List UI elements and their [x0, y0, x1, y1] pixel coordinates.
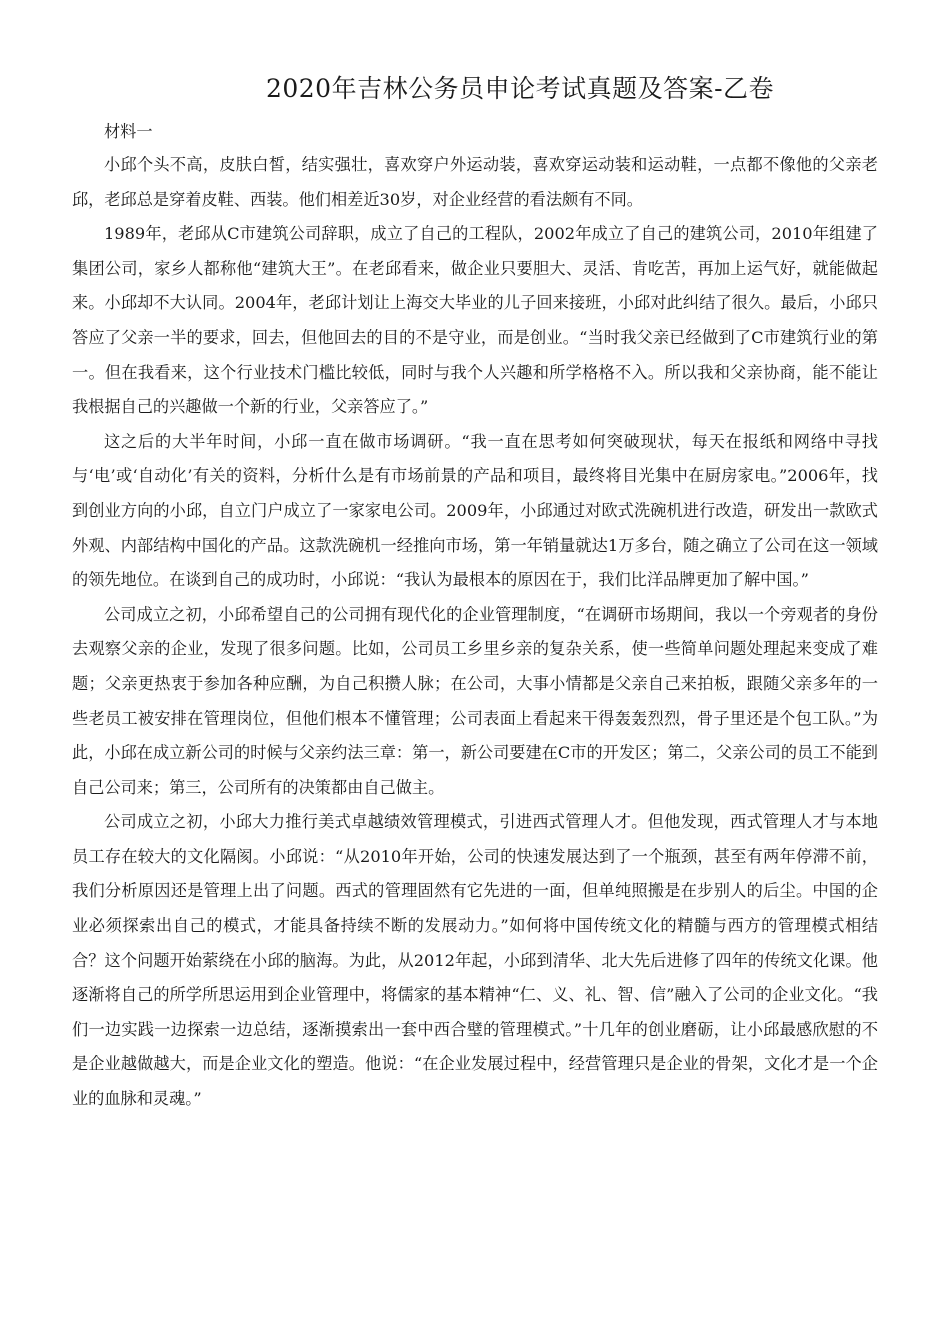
paragraph-5: 公司成立之初，小邱大力推行美式卓越绩效管理模式，引进西式管理人才。但他发现，西式管理人才与本地员工存在较大的文化隔阂。小邱说：“从2010年开始，公司的快速发展达到了一个瓶颈，甚至有两年停滞不前，我们分析原因还是管理上出了问题。西式的管理固然有它先进的一面，但单纯照搬是在步别人的后尘。中国的企业必须探索出自己的模式，才能具备持续不断的发展动力。”如何将中国传统文化的精髓与西方的管理模式相结合？这个问题开始萦绕在小邱的脑海。为此，从2012年起，小邱到清华、北大先后进修了四年的传统文化课。他逐渐将自己的所学所思运用到企业管理中，将儒家的基本精神“仁、义、礼、智、信”融入了公司的企业文化。“我们一边实践一边探索一边总结，逐渐摸索出一套中西合璧的管理模式。”十几年的创业磨砺，让小邱最感欣慰的不是企业越做越大，而是企业文化的塑造。他说：“在企业发展过程中，经营管理只是企业的骨架，文化才是一个企业的血脉和灵魂。” — [72, 812, 878, 1109]
document-page — [72, 72, 878, 1117]
paragraph-3: 这之后的大半年时间，小邱一直在做市场调研。“我一直在思考如何突破现状，每天在报纸和网络中寻找与‘电’或‘自动化’有关的资料，分析什么是有市场前景的产品和项目，最终将目光集中在厨房家电。”2006年，找到创业方向的小邱，自立门户成立了一家家电公司。2009年，小邱通过对欧式洗碗机进行改造，研发出一款欧式外观、内部结构中国化的产品。这款洗碗机一经推向市场，第一年销量就达1万多台，随之确立了公司在这一领域的领先地位。在谈到自己的成功时，小邱说：“我认为最根本的原因在于，我们比洋品牌更加了解中国。” — [72, 431, 878, 590]
document-title: 2020年吉林公务员申论考试真题及答案-乙卷 — [265, 74, 775, 103]
paragraph-1: 小邱个头不高，皮肤白皙，结实强壮，喜欢穿户外运动装，喜欢穿运动装和运动鞋，一点都不像他的父亲老邱，老邱总是穿着皮鞋、西装。他们相差近30岁，对企业经营的看法颇有不同。 — [72, 155, 878, 209]
paragraph-4: 公司成立之初，小邱希望自己的公司拥有现代化的企业管理制度，“在调研市场期间，我以一个旁观者的身份去观察父亲的企业，发现了很多问题。比如，公司员工乡里乡亲的复杂关系，使一些简单问题处理起来变成了难题；父亲更热衷于参加各种应酬，为自己积攒人脉；在公司，大事小情都是父亲自己来拍板，跟随父亲多年的一些老员工被安排在管理岗位，但他们根本不懂管理；公司表面上看起来干得轰轰烈烈，骨子里还是个包工队。”为此，小邱在成立新公司的时候与父亲约法三章：第一，新公司要建在C市的开发区；第二，父亲公司的员工不能到自己公司来；第三，公司所有的决策都由自己做主。 — [72, 604, 878, 797]
section-label: 材料一 — [104, 122, 153, 141]
paragraph-2: 1989年，老邱从C市建筑公司辞职，成立了自己的工程队，2002年成立了自己的建筑公司，2010年组建了集团公司，家乡人都称他“建筑大王”。在老邱看来，做企业只要胆大、灵活、肯吃苦，再加上运气好，就能做起来。小邱却不大认同。2004年，老邱计划让上海交大毕业的儿子回来接班，小邱对此纠结了很久。最后，小邱只答应了父亲一半的要求，回去，但他回去的目的不是守业，而是创业。“当时我父亲已经做到了C市建筑行业的第一。但在我看来，这个行业技术门槛比较低，同时与我个人兴趣和所学格格不入。所以我和父亲协商，能不能让我根据自己的兴趣做一个新的行业，父亲答应了。” — [72, 224, 878, 417]
